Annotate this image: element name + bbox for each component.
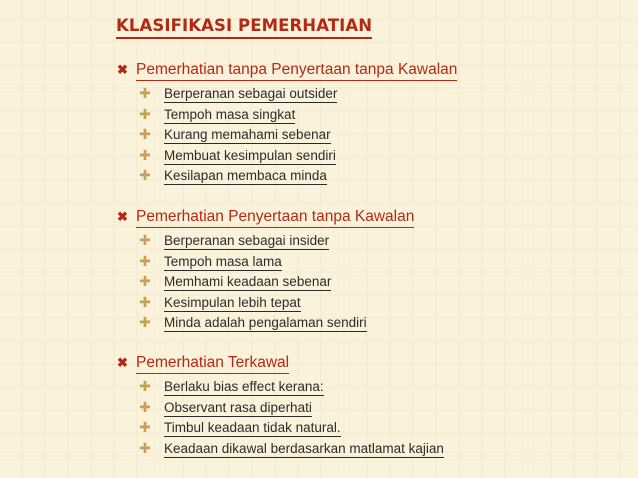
section-heading[interactable]: Pemerhatian Penyertaan tanpa Kawalan [136, 207, 414, 228]
plus-icon: ✚ [139, 146, 151, 163]
plus-icon: ✚ [139, 398, 151, 415]
plus-icon: ✚ [139, 167, 151, 183]
list-item-text[interactable]: Tempoh masa singkat [164, 106, 296, 122]
plus-icon: ✚ [139, 232, 151, 248]
list-item-text[interactable]: Tempoh masa lama [164, 253, 282, 269]
plus-icon: ✚ [139, 314, 151, 330]
plus-icon: ✚ [139, 439, 151, 456]
list-item-text[interactable]: Observant rasa diperhati [164, 399, 312, 415]
plus-icon: ✚ [139, 85, 151, 101]
list-item-text[interactable]: Minda adalah pengalaman sendiri [164, 315, 367, 330]
list-item-text[interactable]: Berperanan sebagai outsider [164, 86, 338, 101]
list-item-text[interactable]: Memhami keadaan sebenar [164, 274, 332, 289]
plus-icon: ✚ [139, 105, 151, 122]
cross-mark-icon: ✖ [117, 209, 128, 224]
section-heading[interactable]: Pemerhatian Terkawal [136, 353, 289, 374]
slide-title: KLASIFIKASI PEMERHATIAN [116, 16, 372, 39]
plus-icon: ✚ [139, 126, 151, 142]
list-item-text[interactable]: Kesimpulan lebih tepat [164, 294, 301, 310]
cross-mark-icon: ✖ [117, 355, 128, 370]
list-item-text[interactable]: Kesilapan membaca minda [164, 168, 327, 183]
section-heading[interactable]: Pemerhatian tanpa Penyertaan tanpa Kawalan [136, 60, 457, 81]
plus-icon: ✚ [139, 252, 151, 269]
cross-mark-icon: ✖ [117, 62, 128, 77]
list-item-text[interactable]: Berlaku bias effect kerana: [164, 379, 324, 394]
plus-icon: ✚ [139, 419, 151, 435]
list-item-text[interactable]: Membuat kesimpulan sendiri [164, 147, 336, 163]
plus-icon: ✚ [139, 293, 151, 310]
plus-icon: ✚ [139, 378, 151, 394]
list-item-text[interactable]: Keadaan dikawal berdasarkan matlamat kajian [164, 440, 444, 456]
list-item-text[interactable]: Kurang memahami sebenar [164, 127, 331, 142]
list-item-text[interactable]: Berperanan sebagai insider [164, 233, 330, 248]
list-item-text[interactable]: Timbul keadaan tidak natural. [164, 420, 341, 435]
plus-icon: ✚ [139, 273, 151, 289]
